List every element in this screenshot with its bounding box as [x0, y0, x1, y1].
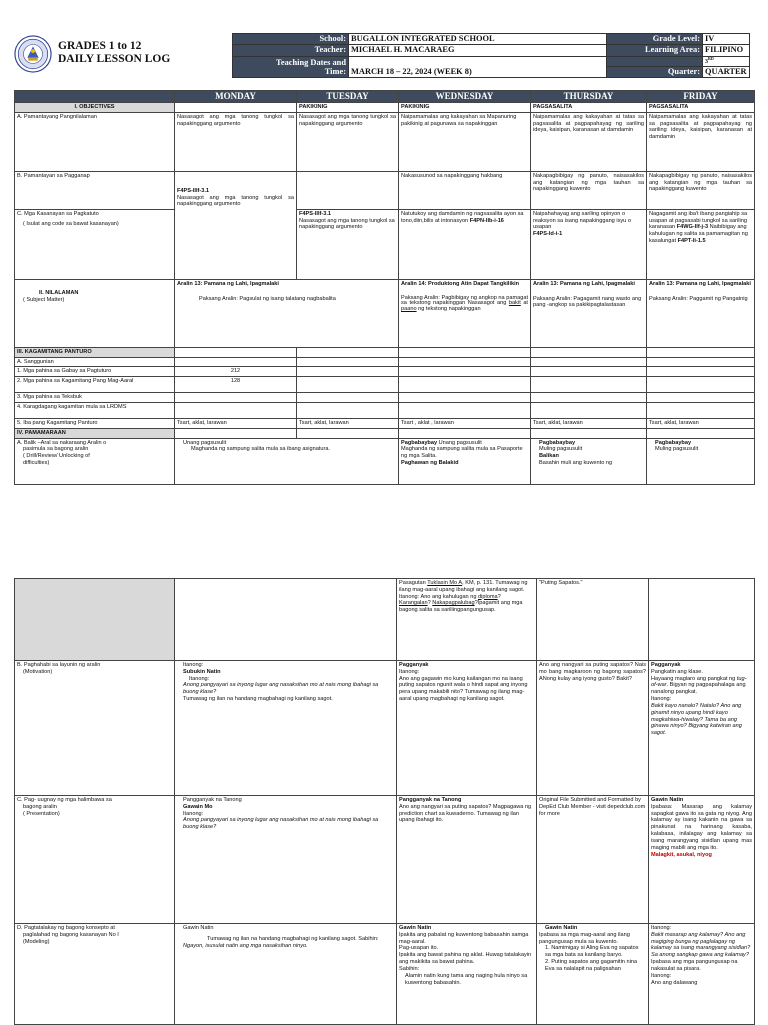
quarter-value: QUARTER: [703, 66, 750, 77]
friday-skill: PAGSASALITA: [647, 102, 755, 112]
school-label: School:: [233, 34, 349, 45]
friday-objective-b: Nakapagbibigay ng panuto, naisasakilos ang katangian ng mga tauhan sa napakinggang kuwento: [647, 171, 755, 209]
presentation-label: C. Pag- uugnay ng mga halimbawa sa bagong aralin ( Presentation): [15, 796, 175, 924]
deped-seal-icon: [14, 35, 52, 73]
procedure-heading: IV. PAMAMARAAN: [15, 428, 175, 438]
objective-a-label: A. Pamantayang Pangnilalaman: [15, 112, 175, 171]
friday-objective-c: Nagagamit ang iba't ibang pangiahip sa usapan at pagsasabi tungkol sa sariling karanasan F4WG-IIf-j-3 Naibibigay ang kahulugan ng salita sa pamamagitan ng kasalungat F4PT-Ii-1.5: [647, 209, 755, 279]
lesson-table-page-1: [14, 90, 755, 485]
monday-learner-material-pages: 128: [175, 377, 297, 393]
wednesday-content: Aralin 14: Produktong Atin Dapat Tangkilikin Paksang Aralin: Pagbibigay ng angkop na pamagat sa tekstong napakinggan Nasasagot ang bakit at paano ng tekstong napakinggan: [399, 279, 531, 347]
motivation-label: B. Paghahabi sa layunin ng aralin (Motivation): [15, 661, 175, 796]
dates-label: Teaching Dates and Time:: [233, 56, 349, 78]
area-value: FILIPINO: [703, 45, 750, 56]
thursday-skill: PAGSASALITA: [531, 102, 647, 112]
area-label: Learning Area:: [607, 45, 703, 56]
wednesday-objective-a: Naipamamalas ang kakayahan sa Mapanuring pakikinig at pagunawa sa napakinggan: [399, 112, 531, 171]
grade-value: IV: [703, 34, 750, 45]
monday-objective-a: Nasasagot ang mga tanong tungkol sa napakinggang argumento: [175, 112, 297, 171]
quarter-label: Quarter:: [607, 66, 703, 77]
school-value: BUGALLON INTEGRATED SCHOOL: [349, 34, 607, 45]
references-label: A. Sanggunian: [15, 357, 175, 367]
monday-tuesday-content: Aralin 13: Pamana ng Lahi, Ipagmalaki Paksang Aralin: Pagsulat ng isang talatang nagbabalita: [175, 279, 399, 347]
wednesday-review-continued: Pasagutan Tuklasin Mo A, KM, p. 131. Tumawag ng ilang mag-aaral upang ibahagi ang kanilang sagot. Itanong: Ano ang kahulugan ng diploma? Karangalan? Nakapagpalubag?Ipagamit ang mga bagong salita sa sariliingpangungusap.: [397, 579, 537, 661]
day-tuesday: TUESDAY: [297, 91, 399, 103]
tuesday-objective-c: F4PS-IIIf-3.1 Nasasagot ang mga tanong tungkol sa napakinggang argumento: [297, 209, 399, 279]
tuesday-objective-a: Nasasagot ang mga tanong tungkol sa napakinggang argumento: [297, 112, 399, 171]
wednesday-objective-b: Nakasusunod sa napakinggang hakbang: [399, 171, 531, 209]
friday-content: Aralin 13: Pamana ng Lahi, Ipagmalaki Paksang Aralin: Paggamit ng Pangatnig: [647, 279, 755, 347]
monday-materials: Tsart, aklat, larawan: [175, 419, 297, 429]
thursday-materials: Tsart, aklat, larawan: [531, 419, 647, 429]
lesson-log-page-2: [0, 568, 768, 1024]
learner-material-label: 2. Mga pahina sa Kagamitang Pang Mag-Aaral: [15, 377, 175, 393]
header-info-table: [232, 33, 750, 78]
dates-value: MARCH 18 – 22, 2024 (WEEK 8): [349, 56, 607, 78]
thursday-review-continued: "Puting Sapatos.": [537, 579, 649, 661]
wednesday-presentation: Pangganyak na Tanong Ano ang nangyari sa puting sapatos? Magpagawa ng prediction chart sa kuwaderno. Tumawag ng ilan upang ibahagi ito.: [397, 796, 537, 924]
objective-c-label: C. Mga Kasanayan sa Pagkatuto ( Isulat ang code sa bawat kasanayan): [15, 209, 175, 279]
friday-presentation: Gawin Natin Ipabasa: Masarap ang kalamay sapagkat gawa ito sa gata ng niyog. Ang kalamay ay isang kakanin na gawa sa pinakunat na harinang kasaba, kalabasa, inilalagay ang kalamay sa isang marangyang sisidlan upang mas maging mabili ang mga ito. Malagkit, asukal, niyog: [649, 796, 755, 924]
resources-heading: III. KAGAMITANG PANTURO: [15, 347, 175, 357]
thursday-objective-a: Naipamamalas ang kakayahan at tatas sa pagsasalita at pagpapahayag ng sariling ideya, kaisipan, karanasan at damdamin: [531, 112, 647, 171]
objective-b-label: B. Pamantayan sa Pagganap: [15, 171, 175, 209]
objectives-heading: I. OBJECTIVES: [15, 102, 175, 112]
thursday-motivation: Ano ang nangyari sa puting sapatos? Nais mo bang magkaroon ng bagong sapatos? ANong kulay ang iyong gusto? Bakit?: [537, 661, 649, 796]
quarter-number: 3RD: [703, 56, 750, 66]
teacher-guide-label: 1. Mga pahina sa Gabay sa Pagtuturo: [15, 367, 175, 377]
content-label: II. NILALAMAN ( Subject Matter): [15, 279, 175, 347]
day-thursday: THURSDAY: [531, 91, 647, 103]
thursday-modeling: Gawin Natin Ipabasa sa mga mag-aaral ang ilang pangungusap mula sa kuwento. 1. Namimigay si Aling Eva ng sapatos sa mga bata sa kanilang baryo. 2. Puting sapatos ang gagamitin nina Eva sa nalalapit na paligsahan: [537, 924, 649, 1025]
monday-modeling: Gawin Natin Tumawag ng ilan na handang magbahagi ng kanilang sagot. Sabihin: Ngayon, isusulat natin ang mga nasaksihan ninyo.: [175, 924, 397, 1025]
monday-objective-bc: F4PS-IIIf-3.1 Nasasagot ang mga tanong tungkol sa napakinggang argumento: [175, 171, 297, 279]
thursday-presentation: Original File Submitted and Formatted by DepEd Club Member - visit depedclub.com for more: [537, 796, 649, 924]
friday-materials: Tsart, aklat, larawan: [647, 419, 755, 429]
lrdms-label: 4. Karagdagang kagamitan mula sa LRDMS: [15, 403, 175, 419]
friday-modeling: Itanong: Bakit masarap ang kalamay? Ano ang magiging bunga ng paglalagay ng kalamay sa isang marangyang sisidlan? Sa anong sangkap gawa ang kalamay? Ipabasa ang mga pangungusap na nakasulat sa pisara. Itanong: Ano ang dalawang: [649, 924, 755, 1025]
wednesday-materials: Tsart , aklat , larawan: [399, 419, 531, 429]
day-monday: MONDAY: [175, 91, 297, 103]
lesson-table-page-2: [14, 578, 755, 1025]
thursday-objective-c: Naipahahayag ang sariling opinyon o reaksyon sa isang napakinggang isyu o usapan F4PS-Id-i-1: [531, 209, 647, 279]
monday-motivation: Itanong: Subukin Natin Itanong: Anong pangyayari sa inyong lugar ang nasaksihan mo at nais mong ibahagi sa buong klase? Tumawag ng ilan na handang magbahagi ng kanilang sagot.: [175, 661, 397, 796]
modeling-label: D. Pagtatalakay ng bagong konsepto at paglalahad ng bagong kasanayan No I (Modeling): [15, 924, 175, 1025]
day-wednesday: WEDNESDAY: [399, 91, 531, 103]
log-title: GRADES 1 to 12 DAILY LESSON LOG: [58, 40, 171, 65]
thursday-objective-b: Nakapagbibigay ng panuto, naisasakilos ang katangian ng mga tauhan sa napakinggang kuwento: [531, 171, 647, 209]
friday-objective-a: Naipamamalas ang kakayahan at tatas sa pagsasalita at pagpapahayag ng sariling ideya, kaisipan, karanasan at damdamin: [647, 112, 755, 171]
wednesday-skill: PAKIKINIG: [399, 102, 531, 112]
wednesday-review: Pagbabaybay Unang pagsusulit Maghanda ng sampung salita mula sa Pasaporte ng mga Salita. Paghawan ng Balakid: [399, 438, 531, 484]
tuesday-materials: Tsart, aklat, larawan: [297, 419, 399, 429]
textbook-label: 3. Mga pahina sa Teksbuk: [15, 393, 175, 403]
teacher-label: Teacher:: [233, 45, 349, 56]
thursday-review: Pagbabaybay Muling pagsusulit Balikan Basahin muli ang kuwento ng: [531, 438, 647, 484]
friday-review: Pagbabaybay Muling pagsusulit: [647, 438, 755, 484]
monday-presentation: Pangganyak na Tanong Gawain Mo Itanong: Anong pangyayari sa inyong lugar ang nasaksihan mo at nais mong ibahagi sa buong klase?: [175, 796, 397, 924]
thursday-content: Aralin 13: Pamana ng Lahi, Ipagmalaki Paksang Aralin: Pagagamit nang wasto ang pang -angkop sa pakikipagtalastasan: [531, 279, 647, 347]
wednesday-modeling: Gawin Natin Ipakita ang pabalat ng kuwentong babasahin samga mag-aaral. Pag-usapan ito. Ipakita ang bawat pahina ng aklat. Huwag tatalakayin ang makikita sa bawat pahina. Sabihin: Alamin natin kung tama ang naging hula ninyo sa kuwentong babasahin.: [397, 924, 537, 1025]
other-materials-label: 5. Iba pang Kagamitang Panturo: [15, 419, 175, 429]
wednesday-objective-c: Natutukoy ang damdamin ng nagsasalita ayon sa tono,diin,bilis at intonasyon F4PN-IIb-i-16: [399, 209, 531, 279]
tuesday-skill: PAKIKINIG: [297, 102, 399, 112]
review-label: A. Balik –Aral sa nakaraang Aralin o pasimula sa bagong aralin ( Drill/Review/ Unlocking of difficulties): [15, 438, 175, 484]
day-friday: FRIDAY: [647, 91, 755, 103]
friday-motivation: Pagganyak Pangkatin ang klase. Hayaang maglaro ang pangkat ng tug-of-war. Bigyan ng pagpapahalaga ang nanalong pangkat. Itanong: Bakit kayo nanalo? Natalo? Ano ang ginamit ninyo upang hindi kayo magkahiwa-hiwalay? Tama ba ang ginawa ninyo? Bigyang katwiran ang sagot.: [649, 661, 755, 796]
grade-label: Grade Level:: [607, 34, 703, 45]
monday-review: Unang pagsusulit Maghanda ng sampung salita mula sa ibang asignatura.: [175, 438, 399, 484]
lesson-log-page-1: [0, 0, 768, 512]
teacher-value: MICHAEL H. MACARAEG: [349, 45, 607, 56]
wednesday-motivation: Pagganyak Itanong: Ano ang gagawin mo kung kailangan mo na isang puting sapatos ngunit wala o hindi sapat ang inyong pera upang makabili nito? Tumawag ng ilang mag-aaral upang magbahagi ng kanilang sagot.: [397, 661, 537, 796]
monday-teacher-guide-pages: 212: [175, 367, 297, 377]
